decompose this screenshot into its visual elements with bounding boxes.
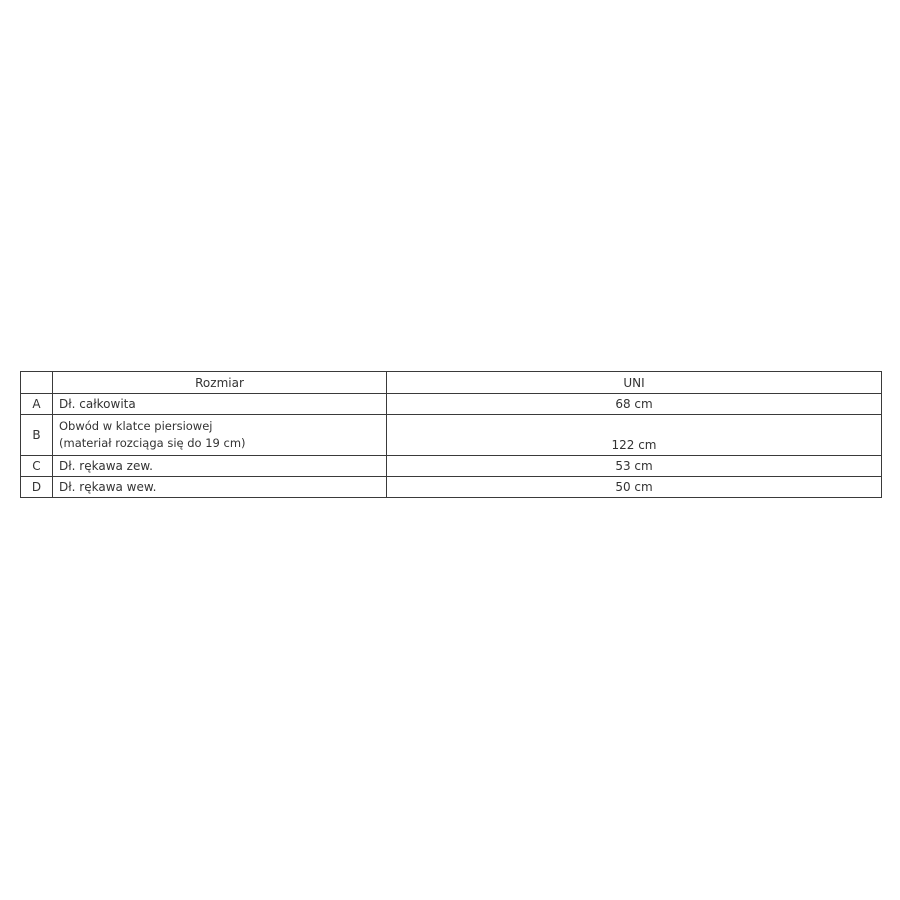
- row-value: 50 cm: [387, 477, 882, 498]
- row-value: 122 cm: [387, 415, 882, 456]
- row-label-line-2: (materiał rozciąga się do 19 cm): [59, 436, 246, 450]
- row-letter: C: [21, 456, 53, 477]
- row-label-line-1: Obwód w klatce piersiowej: [59, 419, 213, 433]
- table-row: [21, 394, 882, 415]
- row-letter: B: [21, 415, 53, 456]
- size-chart-table: [20, 371, 882, 498]
- row-label: Dł. całkowita: [53, 394, 387, 415]
- table-header-row: [21, 372, 882, 394]
- row-letter: A: [21, 394, 53, 415]
- table-row: [21, 477, 882, 498]
- row-value: 68 cm: [387, 394, 882, 415]
- table-row: [21, 415, 882, 456]
- row-value: 53 cm: [387, 456, 882, 477]
- header-size-label: Rozmiar: [53, 372, 387, 394]
- row-letter: D: [21, 477, 53, 498]
- table-row: [21, 456, 882, 477]
- row-label: Dł. rękawa zew.: [53, 456, 387, 477]
- row-label: Dł. rękawa wew.: [53, 477, 387, 498]
- header-letter-cell: [21, 372, 53, 394]
- header-size-value: UNI: [387, 372, 882, 394]
- row-label: [53, 415, 387, 456]
